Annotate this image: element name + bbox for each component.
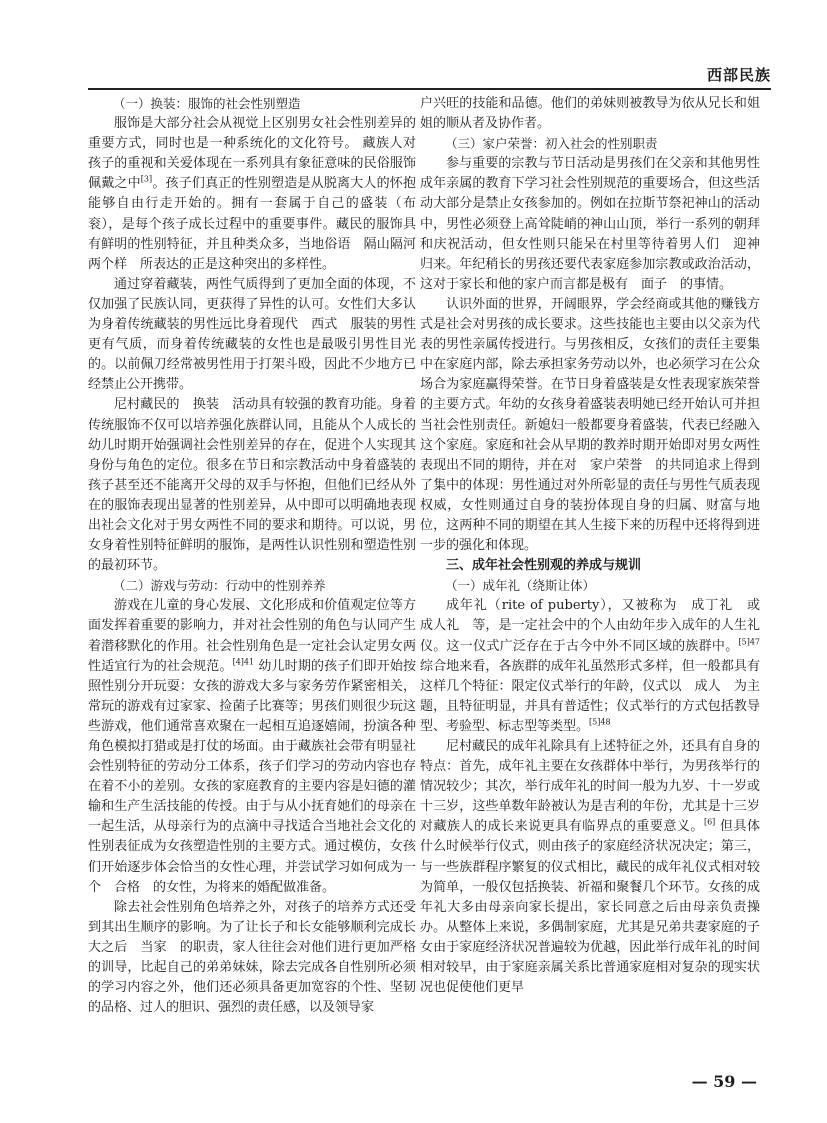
left-column: [88, 94, 416, 1018]
subsection-heading: （三）家户荣誉：初入社会的性别职责: [445, 136, 658, 152]
right-column: [420, 94, 774, 998]
paragraph: 尼村藏民的 换装 活动具有较强的教育功能。身着传统服饰不仅可以培养强化族群认同，且能从个人成长的幼儿时期开始强调社会性别差异的存在，促进个人实现其身份与角色的定位。很多在节日和宗教活动中身着盛装的孩子甚至还不能离开父母的双手与怀抱，但他们已经从外在的服饰表现出显著的性别差异，从中即可以明确地表现出社会文化对于男女两性不同的要求和期待。可以说，男女身着性别特征鲜明的服饰，是两性认识性别和塑造性别的最初环节。: [88, 397, 416, 574]
journal-title: 西部民族: [706, 66, 771, 84]
citation: [4]41: [232, 657, 255, 667]
paragraph: 户兴旺的技能和品德。他们的弟妹则被教导为依从兄长和姐姐的顺从者及协作者。: [420, 96, 760, 132]
text: 尼村藏民的成年礼除具有上述特征之外，还具有自身的特点：首先，成年礼主要在女孩群体中举行，为男孩举行的情况较少；其次，举行成年礼的时间一般为九岁、十一岁或十三岁，这些单数年龄被认为是吉利的年份，尤其是十三岁对藏族人的成长来说更具有临界点的重要意义。: [420, 739, 760, 835]
page-number: — 59 —: [691, 1072, 757, 1091]
subsection-heading: （一）成年礼（绕斯让体）: [445, 578, 596, 594]
text: 幼儿时期的孩子们即开始按照性别分开玩耍：女孩的游戏大多与家务劳作紧密相关，常玩的游戏有过家家、捡菌子比赛等；男孩们则很少玩这些游戏，他们通常喜欢聚在一起相互追逐嬉闹，扮演各种角色模拟打猎或是打仗的场面。由于藏族社会带有明显社会性别特征的劳动分工体系，孩子们学习的劳动内容也存在着不小的差别。女孩的家庭教育的主要内容是妇德的灌输和生产生活技能的传授。由于与从小抚育她们的母亲在一起生活，从母亲行为的点滴中寻找适合当地社会文化的性别表征成为女孩塑造性别的主要方式。通过模仿，女孩们开始逐步体会恰当的女性心理，并尝试学习如何成为一个 合格 的女性，为将来的婚配做准备。: [88, 658, 416, 895]
text: 但具体什么时候举行仪式，则由孩子的家庭经济状况决定；第三，与一些族群程序繁复的仪式相比，藏民的成年礼仪式相对较为简单，一般仅包括换装、祈福和聚餐几个环节。女孩的成年礼大多由母亲向家长提出，家长同意之后由母亲负责操办。从整体上来说，多偶制家庭，尤其是兄弟共妻家庭的子女由于家庭经济状况普遍较为优越，因此举行成年礼的时间相对较早，由于家庭亲属关系比普通家庭相对复杂的现实状况也促使他们更早: [420, 819, 760, 996]
paragraph: 通过穿着藏装，两性气质得到了更加全面的体现，不仅加强了民族认同，更获得了异性的认可。女性们大多认为身着传统藏装的男性远比身着现代 西式 服装的男性更有气质，而身着传统藏装的女性也是最吸引男性目光的。以前佩刀经常被男性用于打架斗殴，因此不少地方已经禁止公开携带。: [88, 276, 416, 393]
paragraph: [420, 737, 760, 998]
text: 服饰是大部分社会从视觉上区别男女社会性别差异的重要方式，同时也是一种系统化的文化符号。 藏族人对孩子的重视和关爱体现在一系列具有象征意味的民俗服饰佩戴之中: [88, 116, 416, 192]
paragraph: [88, 114, 416, 275]
citation: [6]: [703, 818, 716, 828]
text: 成年礼（rite of puberty），又被称为 成丁礼 或 成人礼 等，是一定社会中的个人由幼年步入成年的人生礼仪。这一仪式广泛存在于古今中外不同区域的族群中。: [420, 598, 774, 654]
citation: [3]: [140, 175, 153, 185]
text: 综合地来看，各族群的成年礼虽然形式多样，但一般都具有这样几个特征：限定仪式举行的年龄，仪式以 成人 为主题，且特征明显，并具有普适性；仪式举行的方式包括教导型、考验型、标志型等类型。: [420, 658, 760, 734]
subsection-heading: （二）游戏与劳动：行动中的性别养养: [113, 578, 326, 594]
paragraph: 除去社会性别角色培养之外，对孩子的培养方式还受到其出生顺序的影响。为了让长子和长女能够顺利完成长大之后 当家 的职责，家人往往会对他们进行更加严格的训导，比起自己的弟弟妹妹，除去完成各自性别所必须的学习内容之外，他们还必须具备更加宽容的个性、坚韧的品格、过人的胆识、强烈的责任感，以及领导家: [88, 899, 416, 1016]
text: 游戏在儿童的身心发展、文化形成和价值观定位等方面发挥着重要的影响力，并对社会性别的角色与认同产生着潜移默化的作用。社会性别角色是一定社会认定男女两性适宜行为的社会规范。: [88, 598, 416, 674]
paragraph: 参与重要的宗教与节日活动是男孩们在父亲和其他男性成年亲属的教育下学习社会性别规范的重要场合，但这些活动大部分是禁止女孩参加的。例如在拉斯节祭祀神山的活动中，男性必须登上高耸陡峭的神山山顶，举行一系列的朝拜和庆祝活动，但女性则只能呆在村里等待着男人们 迎神 归来。年纪稍长的男孩还要代表家庭参加宗教或政治活动，这对于家长和他的家户而言都是极有 面子 的事情。: [420, 156, 774, 292]
paragraph: [420, 596, 774, 737]
section-heading: 三、成年社会性别观的养成与规训: [446, 558, 642, 574]
text: 。孩子们真正的性别塑造是从脱离大人的怀抱能够自由行走开始的。拥有一套属于自己的盛装（布衮），是每个孩子成长过程中的重要事件。藏民的服饰具有鲜明的性别特征，并且种类众多，当地俗语 隔山隔河两个样 所表达的正是这种突出的多样性。: [88, 176, 416, 272]
paragraph: 认识外面的世界，开阔眼界，学会经商或其他的赚钱方式是社会对男孩的成长要求。这些技能也主要由以父亲为代表的男性亲属传授进行。与男孩相反，女孩们的责任主要集中在家庭内部，除去承担家务劳动以外，也必须学习在公众场合为家庭赢得荣誉。在节日身着盛装是女性表现家族荣誉的主要方式。年幼的女孩身着盛装表明她已经开始认可并担当社会性别责任。新媳妇一般都要身着盛装，代表已经融入这个家庭。家庭和社会从早期的教养时期开始即对男女两性表现出不同的期待，并在对 家户荣誉 的共同追求上得到了集中的体现：男性通过对外所彰显的责任与男性气质表现权威，女性则通过自身的装扮体现自身的归属、财富与地位，这两种不同的期望在其人生接下来的历程中还将得到进一步的强化和体现。: [420, 296, 760, 554]
header-rule: [88, 88, 771, 90]
citation: [5]48: [589, 717, 611, 727]
citation: [5]47: [738, 637, 760, 647]
paragraph: [88, 596, 416, 897]
subsection-heading: （一）换装：服饰的社会性别塑造: [113, 96, 301, 111]
